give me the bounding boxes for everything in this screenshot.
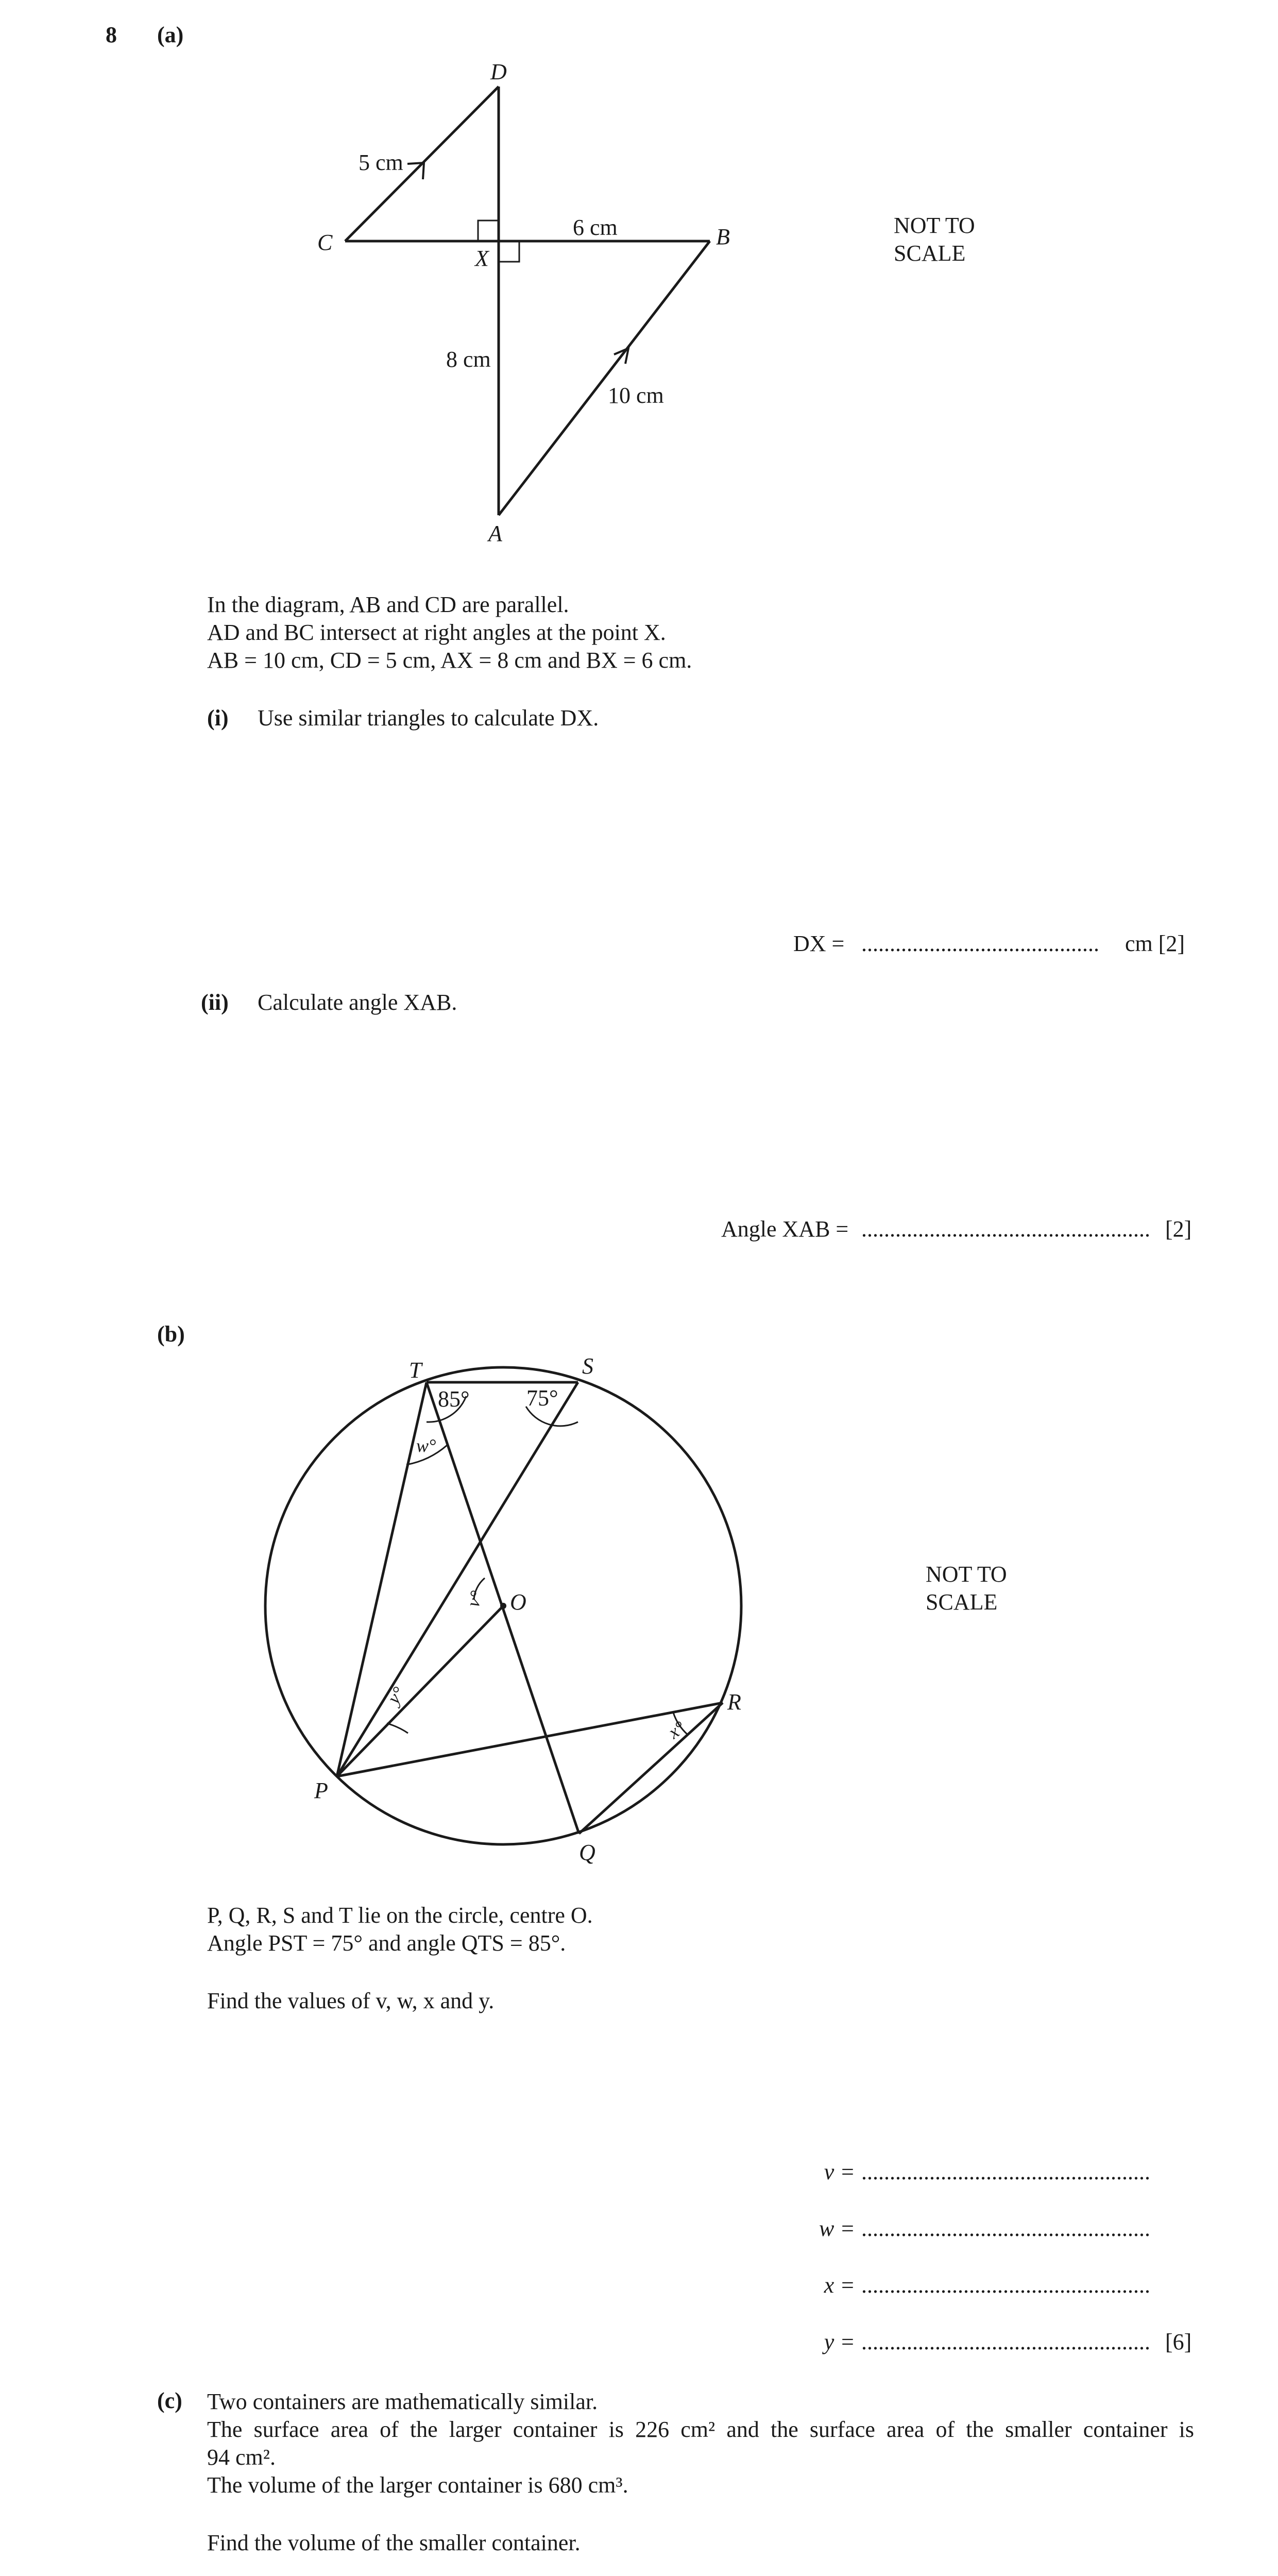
not-to-scale-b-line2: SCALE	[926, 1589, 998, 1615]
label-angle-75: 75°	[526, 1385, 558, 1411]
part-a-text-line3: AB = 10 cm, CD = 5 cm, AX = 8 cm and BX = 6 cm.	[207, 648, 692, 673]
label-t: T	[409, 1358, 422, 1383]
answer-angle-xab-marks: [2]	[1165, 1216, 1192, 1242]
label-ab-length: 10 cm	[608, 383, 664, 408]
part-a-ii-label: (ii)	[201, 990, 229, 1015]
label-c: C	[317, 230, 333, 255]
answer-v-label: v =	[824, 2159, 855, 2184]
label-b: B	[716, 224, 730, 249]
not-to-scale-b-line1: NOT TO	[926, 1562, 1007, 1587]
answer-y-field[interactable]: ...................................................	[861, 2329, 1150, 2354]
part-a-i-text: Use similar triangles to calculate DX.	[258, 705, 599, 731]
answer-b-marks: [6]	[1165, 2329, 1192, 2354]
part-a-i-label: (i)	[207, 705, 229, 731]
answer-angle-xab-label: Angle XAB =	[721, 1216, 849, 1242]
answer-dx-unit: cm [2]	[1125, 931, 1185, 956]
diagram-b-circle-theorem	[0, 1340, 1278, 1880]
answer-x-label: x =	[824, 2273, 855, 2298]
part-c-text-line3: 94 cm².	[207, 2445, 276, 2470]
answer-y-label: y =	[824, 2329, 855, 2354]
label-xb-length: 6 cm	[573, 215, 618, 240]
answer-x-field[interactable]: ...................................................	[861, 2273, 1150, 2298]
label-d: D	[490, 59, 507, 84]
part-a-label: (a)	[157, 22, 184, 47]
answer-v-field[interactable]: ...................................................	[861, 2159, 1150, 2184]
answer-w-label: w =	[819, 2216, 855, 2241]
label-s: S	[582, 1353, 593, 1379]
label-angle-w: w°	[416, 1435, 436, 1456]
label-a: A	[488, 521, 502, 546]
answer-dx-label: DX =	[793, 931, 845, 956]
label-angle-x: x°	[664, 1717, 689, 1743]
part-a-text-line2: AD and BC intersect at right angles at the point X.	[207, 620, 666, 645]
label-ax-length: 8 cm	[446, 347, 491, 372]
part-b-instruction: Find the values of v, w, x and y.	[207, 1988, 495, 2013]
label-angle-y: y°	[383, 1683, 409, 1708]
label-o: O	[510, 1589, 526, 1615]
label-x: X	[475, 246, 489, 271]
part-c-label: (c)	[157, 2388, 182, 2413]
not-to-scale-a-line1: NOT TO	[894, 213, 975, 238]
label-angle-v: v°	[462, 1588, 487, 1610]
part-a-ii-text: Calculate angle XAB.	[258, 990, 457, 1015]
answer-w-field[interactable]: ...................................................	[861, 2216, 1150, 2241]
label-p: P	[314, 1778, 328, 1803]
label-r: R	[727, 1689, 741, 1715]
part-c-instruction: Find the volume of the smaller container.	[207, 2530, 581, 2555]
part-b-text-line1: P, Q, R, S and T lie on the circle, centre O.	[207, 1903, 593, 1928]
diagram-a-parallel-lines	[0, 0, 1278, 577]
answer-angle-xab-field[interactable]: ...................................................	[861, 1216, 1150, 1242]
part-b-text-line2: Angle PST = 75° and angle QTS = 85°.	[207, 1930, 566, 1956]
part-c-text-line2: The surface area of the larger container is 226 cm² and the surface area of the smaller container is	[207, 2417, 1194, 2442]
part-b-label: (b)	[157, 1321, 185, 1347]
question-number: 8	[106, 22, 117, 47]
part-c-text-line4: The volume of the larger container is 680 cm³.	[207, 2472, 628, 2498]
label-cd-length: 5 cm	[359, 150, 403, 175]
not-to-scale-a-line2: SCALE	[894, 241, 966, 266]
answer-dx-field[interactable]: ..........................................	[861, 931, 1099, 956]
part-c-text-line1: Two containers are mathematically similar.	[207, 2389, 598, 2414]
label-q: Q	[579, 1840, 595, 1865]
part-a-text-line1: In the diagram, AB and CD are parallel.	[207, 592, 569, 617]
label-angle-85: 85°	[438, 1386, 470, 1412]
